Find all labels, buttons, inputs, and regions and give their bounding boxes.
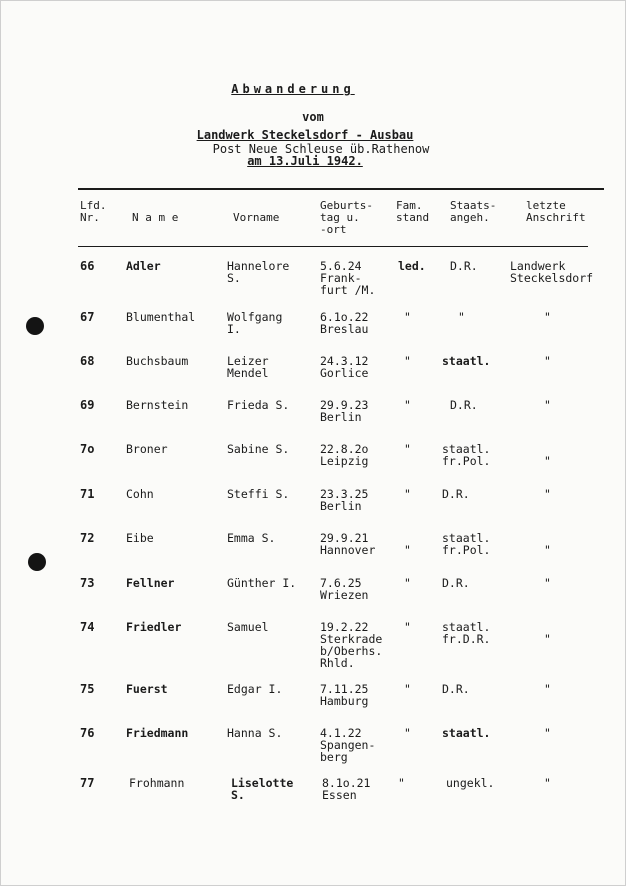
row-first: Edgar I. — [227, 682, 283, 696]
row-first: Frieda S. — [227, 398, 290, 412]
row-nr: 74 — [80, 620, 95, 634]
row-birth: 7.11.25 Hamburg — [320, 682, 369, 708]
col-header-nr: Lfd. Nr. — [80, 199, 107, 224]
document-date: am 13.Juli 1942. — [247, 154, 363, 168]
row-name: Friedler — [126, 620, 182, 634]
row-name: Friedmann — [126, 726, 189, 740]
row-birth: 8.1o.21 Essen — [322, 776, 371, 802]
row-name: Adler — [126, 259, 161, 273]
document-vom: vom — [302, 110, 324, 124]
row-nr: 73 — [80, 576, 95, 590]
row-addr: " — [544, 776, 551, 790]
row-staat: staatl. fr.Pol. — [442, 531, 491, 557]
row-nr: 75 — [80, 682, 95, 696]
table-top-rule — [78, 188, 604, 190]
row-name: Bernstein — [126, 398, 189, 412]
row-nr: 69 — [80, 398, 95, 412]
row-name: Fuerst — [126, 682, 168, 696]
row-addr: " — [544, 682, 551, 696]
document-origin: Landwerk Steckelsdorf - Ausbau — [196, 128, 414, 142]
table-header-rule — [78, 246, 588, 247]
document-title: Abwanderung — [231, 82, 355, 96]
row-birth: 23.3.25 Berlin — [320, 487, 369, 513]
row-fam: " — [404, 543, 411, 557]
row-birth: 6.1o.22 Breslau — [320, 310, 369, 336]
row-first: Liselotte S. — [231, 776, 294, 802]
row-fam: " — [404, 354, 411, 368]
col-header-first: Vorname — [233, 211, 280, 224]
row-staat: staatl. — [442, 726, 491, 740]
row-first: Leizer Mendel — [227, 354, 269, 380]
row-first: Wolfgang I. — [227, 310, 283, 336]
row-addr: " — [544, 454, 551, 468]
row-nr: 77 — [80, 776, 95, 790]
row-first: Hanna S. — [227, 726, 283, 740]
col-header-fam: Fam. stand — [396, 199, 430, 224]
row-fam: led. — [398, 259, 426, 273]
row-addr: Landwerk Steckelsdorf — [510, 259, 594, 285]
row-name: Cohn — [126, 487, 154, 501]
row-birth: 29.9.23 Berlin — [320, 398, 369, 424]
row-fam: " — [398, 776, 405, 790]
document-post: Post Neue Schleuse üb.Rathenow — [212, 142, 430, 156]
row-addr: " — [544, 576, 551, 590]
row-addr: " — [544, 354, 551, 368]
row-name: Buchsbaum — [126, 354, 189, 368]
row-first: Hannelore S. — [227, 259, 290, 285]
row-addr: " — [544, 543, 551, 557]
row-name: Fellner — [126, 576, 175, 590]
col-header-addr: letzte Anschrift — [526, 199, 586, 224]
row-fam: " — [404, 487, 411, 501]
row-staat: staatl. fr.Pol. — [442, 442, 491, 468]
row-staat: staatl. — [442, 354, 491, 368]
row-birth: 7.6.25 Wriezen — [320, 576, 369, 602]
row-staat: ungekl. — [446, 776, 495, 790]
row-nr: 67 — [80, 310, 95, 324]
row-staat: D.R. — [450, 259, 478, 273]
row-fam: " — [404, 620, 411, 634]
row-first: Emma S. — [227, 531, 276, 545]
row-nr: 72 — [80, 531, 95, 545]
row-name: Eibe — [126, 531, 154, 545]
row-staat: D.R. — [450, 398, 478, 412]
row-name: Frohmann — [129, 776, 185, 790]
row-staat: D.R. — [442, 576, 470, 590]
row-birth: 22.8.2o Leipzig — [320, 442, 369, 468]
row-name: Broner — [126, 442, 168, 456]
row-nr: 76 — [80, 726, 95, 740]
row-staat: " — [458, 310, 465, 324]
row-first: Samuel — [227, 620, 269, 634]
row-fam: " — [404, 726, 411, 740]
row-staat: D.R. — [442, 682, 470, 696]
row-birth: 4.1.22 Spangen- berg — [320, 726, 376, 764]
row-birth: 19.2.22 Sterkrade b/Oberhs. Rhld. — [320, 620, 383, 670]
row-staat: staatl. fr.D.R. — [442, 620, 491, 646]
row-first: Sabine S. — [227, 442, 290, 456]
row-nr: 66 — [80, 259, 95, 273]
row-nr: 71 — [80, 487, 95, 501]
row-addr: " — [544, 310, 551, 324]
row-first: Günther I. — [227, 576, 297, 590]
row-fam: " — [404, 398, 411, 412]
row-nr: 68 — [80, 354, 95, 368]
row-addr: " — [544, 487, 551, 501]
row-first: Steffi S. — [227, 487, 290, 501]
row-birth: 29.9.21 Hannover — [320, 531, 376, 557]
row-fam: " — [404, 576, 411, 590]
row-addr: " — [544, 726, 551, 740]
row-addr: " — [544, 398, 551, 412]
row-nr: 7o — [80, 442, 95, 456]
punch-hole-top — [26, 317, 44, 335]
row-name: Blumenthal — [126, 310, 196, 324]
row-fam: " — [404, 682, 411, 696]
row-fam: " — [404, 442, 411, 456]
row-fam: " — [404, 310, 411, 324]
punch-hole-bottom — [28, 553, 46, 571]
col-header-birth: Geburts- tag u. -ort — [320, 199, 373, 236]
row-birth: 5.6.24 Frank- furt /M. — [320, 259, 376, 297]
row-addr: " — [544, 632, 551, 646]
row-staat: D.R. — [442, 487, 470, 501]
col-header-staat: Staats- angeh. — [450, 199, 497, 224]
row-birth: 24.3.12 Gorlice — [320, 354, 369, 380]
col-header-name: N a m e — [132, 211, 179, 224]
